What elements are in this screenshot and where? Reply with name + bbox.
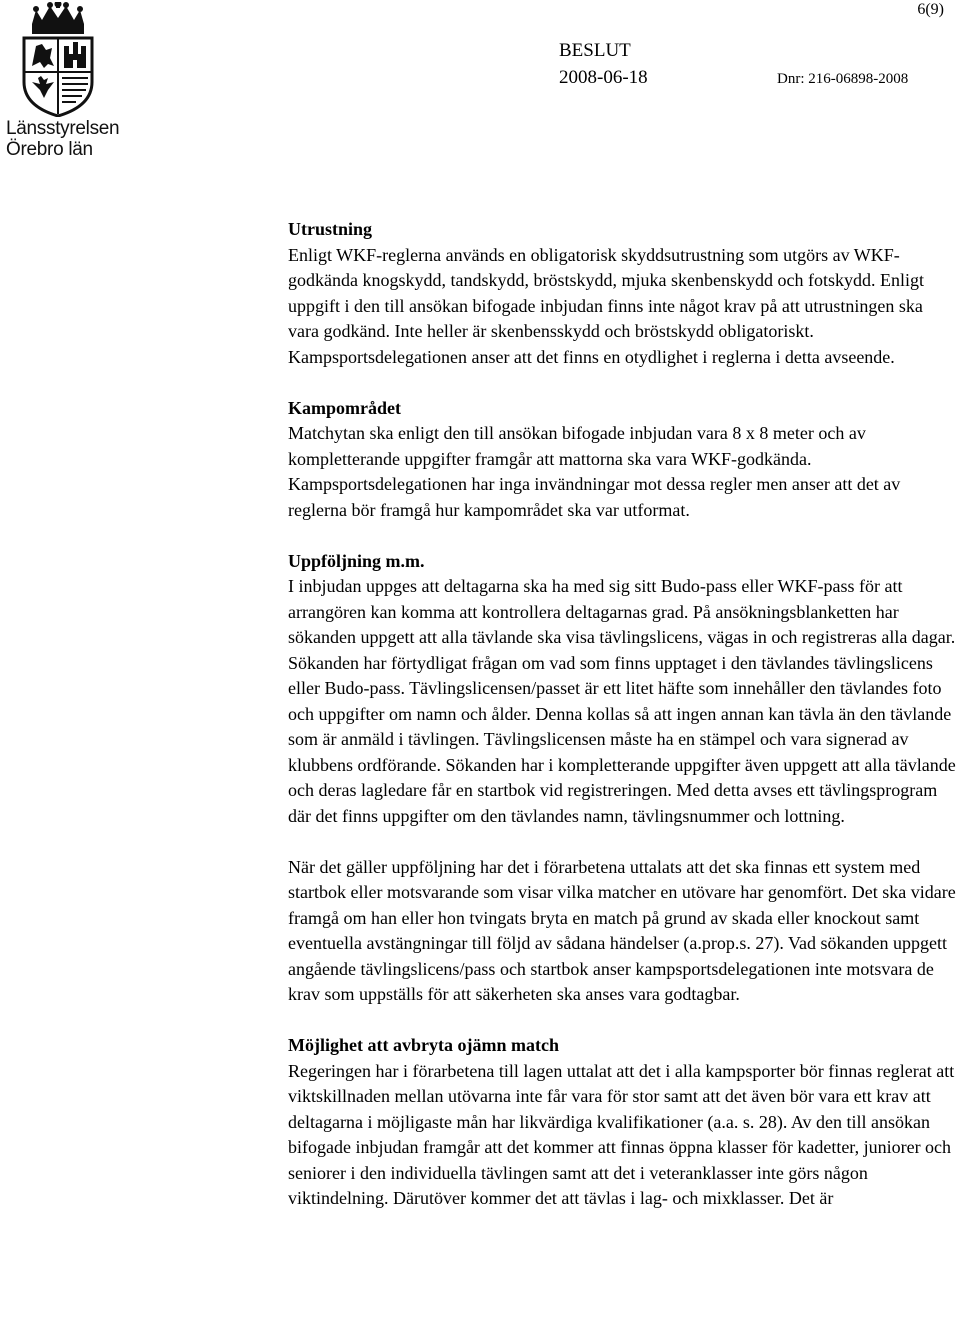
county-coat-of-arms-logo xyxy=(2,2,120,162)
logo-text-county-board: Länsstyrelsen xyxy=(6,118,120,139)
section-paragraph: Regeringen har i förarbetena till lagen uttalat att det i alla kampsporter bör finnas reglerat att viktskillnaden mellan utövarna inte får vara för stor samt att det även bör vara ett krav att deltagarna i möjligaste mån har likvärdiga kvalifikationer (a.a. s. 28). Av den till ansökan bifogade inbjudan framgår att det kommer att finnas öppna klasser för kadetter, juniorer och seniorer i den individuella tävlingen samt att det i veteranklasser inte görs någon viktindelning. Därutöver kommer det att tävlas i lag- och mixklasser. Det är xyxy=(288,1060,955,1208)
section-paragraph: I inbjudan uppges att deltagarna ska ha med sig sitt Budo-pass eller WKF-pass för att arrangören kan komma att kontrollera deltagarnas grad. På ansökningsblanketten har sökanden uppgett att alla tävlande ska visa tävlingslicens, vägas in och registreras alla dagar. Sökanden har förtydligat frågan om vad som finns upptaget i den tävlandes tävlingslicens eller Budo-pass. Tävlingslicensen/passet är ett litet häfte som innehåller den tävlandes foto och uppgifter om namn och ålder. Denna kollas så att ingen annan kan tävla än den tävlande som är anmäld i tävlingen. Tävlingslicensen måste ha en stämpel och vara signerad av klubbens ordförande. Sökanden har i kompletterande uppgifter även uppgett att alla tävlande och deras lagledare får en startbok vid registreringen. Med detta avses ett tävlingsprogram där det finns uppgifter om den tävlandes namn, tävlingsnummer och lottning. xyxy=(288,576,956,826)
section-follow-up-continued xyxy=(288,855,958,1008)
section-stopping-uneven-match xyxy=(288,1033,958,1212)
crown-shield-emblem-icon xyxy=(2,2,114,117)
page-number: 6(9) xyxy=(917,1,944,18)
section-follow-up xyxy=(288,549,958,830)
section-paragraph: Enligt WKF-reglerna används en obligatorisk skyddsutrustning som utgörs av WKF-godkända knogskydd, tandskydd, bröstskydd, mjuka skenbenskydd och fotskydd. Enligt uppgift i den till ansökan bifogade inbjudan finns inte något krav på att utrustningen ska vara godkänd. Inte heller är skenbensskydd och bröstskydd obligatoriskt. Kampsportsdelegationen anser att det finns en otydlighet i reglerna i detta avseende. xyxy=(288,244,924,367)
logo-text-county-name: Örebro län xyxy=(6,139,93,160)
section-paragraph: Matchytan ska enligt den till ansökan bifogade inbjudan vara 8 x 8 meter och av kompletterande uppgifter framgår att mattorna ska vara WKF-godkända. Kampsportsdelegationen har inga invändningar mot dessa regler men anser att det av reglerna bör framgå hur kampområdet ska var utformat. xyxy=(288,423,901,520)
document-reference-number: Dnr: 216-06898-2008 xyxy=(777,71,909,87)
section-heading: Uppföljning m.m. xyxy=(288,550,425,571)
document-date: 2008-06-18 xyxy=(559,67,648,88)
section-heading: Utrustning xyxy=(288,219,373,239)
document-body xyxy=(288,217,958,1237)
section-heading: Kampområdet xyxy=(288,397,401,418)
section-equipment xyxy=(288,217,958,370)
document-type: BESLUT xyxy=(559,40,631,61)
section-paragraph: När det gäller uppföljning har det i förarbetena uttalats att det ska finnas ett system med startbok eller motsvarande som visar vilka matcher en utövare har genomfört. Det ska vidare framgå om han eller hon tvingats bryta en match på grund av skada eller knockout samt eventuella avstängningar till följd av sådana händelser (a.prop.s. 27). Vad sökanden uppgett angående tävlingslicens/pass och startbok anser kampsportsdelegationen inte motsvara de krav som uppställs för att säkerheten ska anses vara godtagbar. xyxy=(288,856,956,1004)
section-heading: Möjlighet att avbryta ojämn match xyxy=(288,1035,559,1055)
section-fighting-area xyxy=(288,396,958,524)
